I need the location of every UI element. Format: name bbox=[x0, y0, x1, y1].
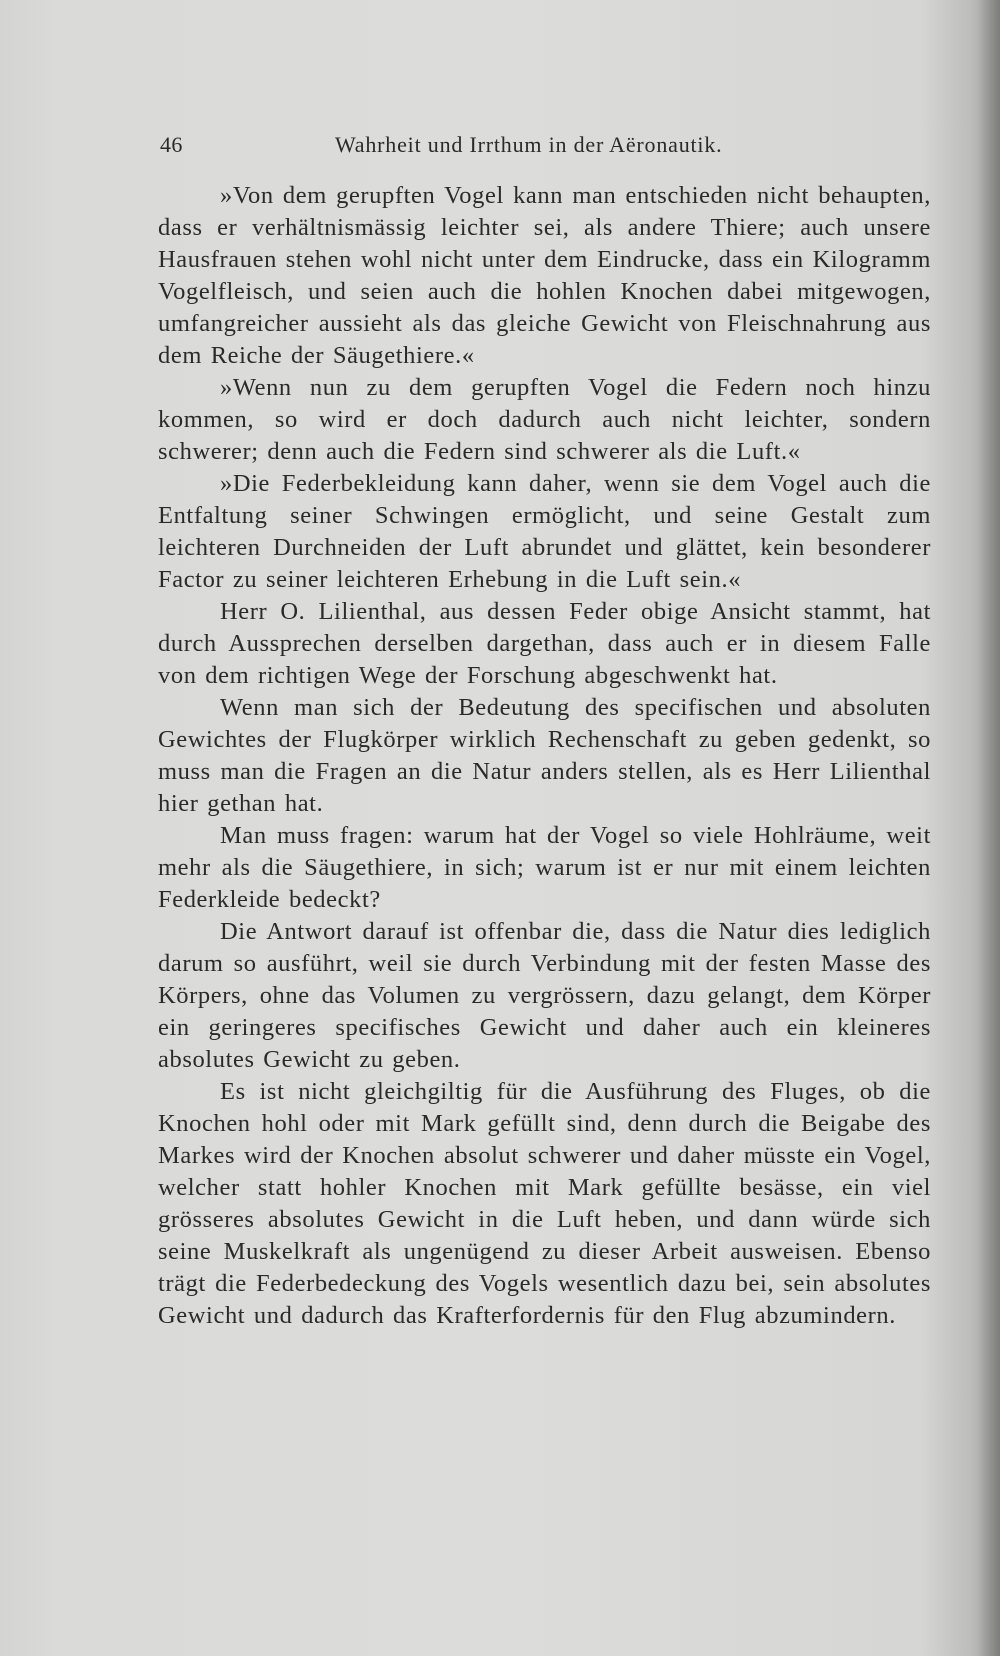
paragraph: »Die Federbekleidung kann daher, wenn sie dem Vogel auch die Entfaltung seiner Schwingen ermöglicht, und seine Gestalt zum leichteren Durchneiden der Luft abrundet und glättet, kein besonderer Factor zu seiner leichteren Erhebung in die Luft sein.« bbox=[158, 470, 931, 593]
running-head bbox=[160, 126, 920, 160]
page-number: 46 bbox=[160, 132, 183, 157]
paragraph: Die Antwort darauf ist offenbar die, dass die Natur dies lediglich darum so ausführt, weil sie durch Verbindung mit der festen Masse des Körpers, ohne das Volumen zu vergrössern, dazu gelangt, dem Körper ein geringeres specifisches Gewicht und daher auch ein kleineres absolutes Gewicht zu geben. bbox=[158, 918, 931, 1073]
paragraph: »Von dem gerupften Vogel kann man entschieden nicht behaupten, dass er verhältnismässig leichter sei, als andere Thiere; auch unsere Hausfrauen stehen wohl nicht unter dem Eindrucke, dass ein Kilogramm Vogelfleisch, und seien auch die hohlen Knochen dabei mitgewogen, umfangreicher aussieht als das gleiche Gewicht von Fleischnahrung aus dem Reiche der Säugethiere.« bbox=[158, 182, 931, 369]
paragraph: Herr O. Lilienthal, aus dessen Feder obige Ansicht stammt, hat durch Aussprechen derselben dargethan, dass auch er in diesem Falle von dem richtigen Wege der Forschung abgeschwenkt hat. bbox=[158, 598, 931, 689]
paragraph: »Wenn nun zu dem gerupften Vogel die Federn noch hinzu kommen, so wird er doch dadurch auch nicht leichter, sondern schwerer; denn auch die Federn sind schwerer als die Luft.« bbox=[158, 374, 931, 465]
paragraph: Es ist nicht gleichgiltig für die Ausführung des Fluges, ob die Knochen hohl oder mit Mark gefüllt sind, denn durch die Beigabe des Markes wird der Knochen absolut schwerer und daher müsste ein Vogel, welcher statt hohler Knochen mit Mark gefüllte besässe, ein viel grösseres absolutes Gewicht in die Luft heben, und dann würde sich seine Muskelkraft als ungenügend zu dieser Arbeit ausweisen. Ebenso trägt die Federbedeckung des Vogels wesentlich dazu bei, sein absolutes Gewicht und dadurch das Krafterfordernis für den Flug abzumindern. bbox=[158, 1078, 931, 1329]
paragraph: Wenn man sich der Bedeutung des specifischen und absoluten Gewichtes der Flugkörper wirklich Rechenschaft zu geben gedenkt, so muss man die Fragen an die Natur anders stellen, als es Herr Lilienthal hier gethan hat. bbox=[158, 694, 931, 817]
running-title: Wahrheit und Irrthum in der Aëronautik. bbox=[335, 132, 723, 157]
page-edge-shadow bbox=[978, 0, 1000, 1656]
paragraph: Man muss fragen: warum hat der Vogel so viele Hohlräume, weit mehr als die Säugethiere, in sich; warum ist er nur mit einem leichten Federkleide bedeckt? bbox=[158, 822, 931, 913]
body-text bbox=[158, 180, 931, 1332]
